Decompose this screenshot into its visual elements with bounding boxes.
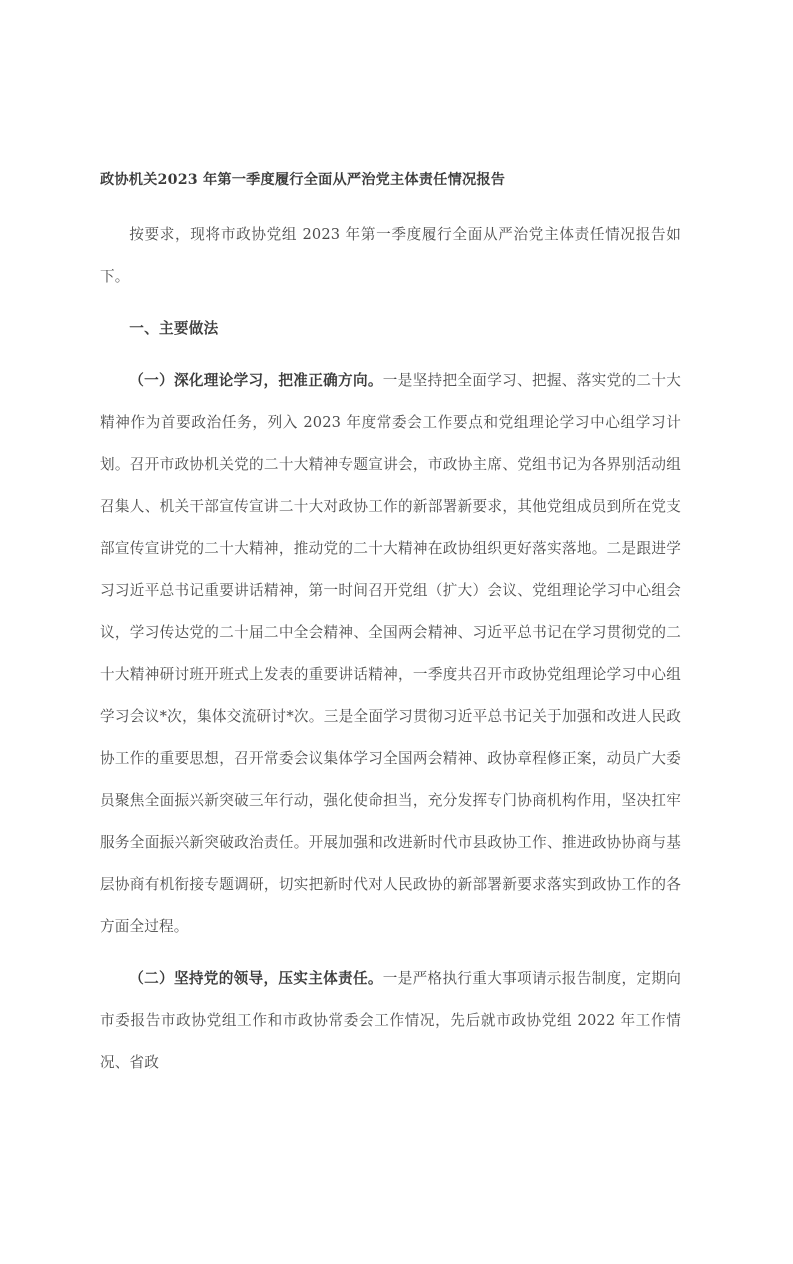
document-title: 政协机关2023 年第一季度履行全面从严治党主体责任情况报告 (100, 172, 506, 188)
section-spacer-1 (100, 350, 681, 360)
subsection-1-lead: （一）深化理论学习，把准正确方向。 (129, 372, 383, 389)
subsection-2-lead: （二）坚持党的领导，压实主体责任。 (129, 970, 383, 987)
intro-paragraph: 按要求，现将市政协党组 2023 年第一季度履行全面从严治党主体责任情况报告如下。 (100, 226, 681, 285)
section-spacer-2 (100, 948, 681, 958)
subsection-paragraph-1 (100, 360, 681, 948)
subsection-2-body: 一是严格执行重大事项请示报告制度，定期向市委报告市政协党组工作和市政协常委会工作情况，先后就市政协党组 2022 年工作情况、省政 (100, 970, 681, 1071)
intro-spacer (100, 298, 681, 308)
subsection-1-body: 一是坚持把全面学习、把握、落实党的二十大精神作为首要政治任务，列入 2023 年度常委会工作要点和党组理论学习中心组学习计划。召开市政协机关党的二十大精神专题宣讲会，市政协主席、党组书记为各界别活动组召集人、机关干部宣传宣讲二十大对政协工作的新部署新要求，其他党组成员到所在党支部宣传宣讲党的二十大精神，推动党的二十大精神在政协组织更好落实落地。二是跟进学习习近平总书记重要讲话精神，第一时间召开党组（扩大）会议、党组理论学习中心组会议，学习传达党的二十届二中全会精神、全国两会精神、习近平总书记在学习贯彻党的二十大精神研讨班开班式上发表的重要讲话精神，一季度共召开市政协党组理论学习中心组学习会议*次，集体交流研讨*次。三是全面学习贯彻习近平总书记关于加强和改进人民政协工作的重要思想，召开常委会议集体学习全国两会精神、政协章程修正案，动员广大委员聚焦全面振兴新突破三年行动，强化使命担当，充分发挥专门协商机构作用，坚决扛牢服务全面振兴新突破政治责任。开展加强和改进新时代市县政协工作、推进政协协商与基层协商有机衔接专题调研，切实把新时代对人民政协的新部署新要求落实到政协工作的各方面全过程。 (100, 372, 681, 935)
title-spacer (100, 192, 681, 214)
page-bottom-spacer (100, 1084, 681, 1264)
section-heading-main-practices: 一、主要做法 (129, 320, 219, 337)
subsection-paragraph-2 (100, 958, 681, 1084)
document-body (100, 168, 681, 1264)
